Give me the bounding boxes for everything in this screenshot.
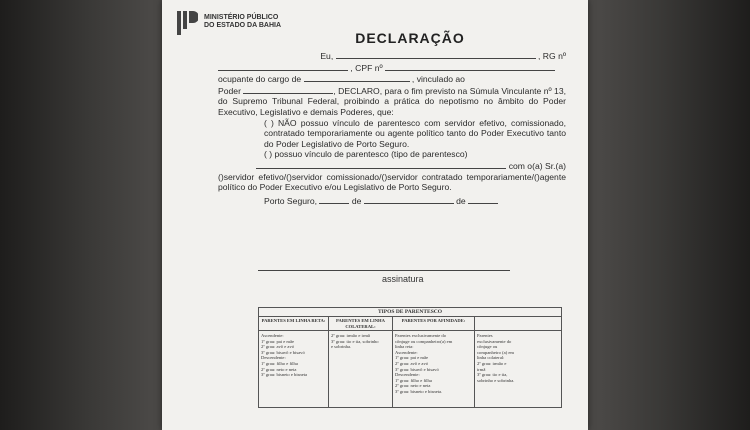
signature-line[interactable] <box>258 270 510 271</box>
table-cell-line: Ascendente: <box>395 349 418 355</box>
table-cell-line: sobrinho e sobrinha. <box>477 377 515 383</box>
table-cell-line: cônjuge ou companheiro(a) em <box>395 338 453 344</box>
signature-label: assinatura <box>382 274 424 284</box>
poder-blank[interactable] <box>243 85 333 94</box>
table-cell-line: 2º grau: avô e avó <box>395 360 429 366</box>
table-cell-line: Parentes exclusivamente do <box>395 333 447 338</box>
table-cell-line: 1º grau: pai e mãe <box>395 355 429 361</box>
cargo-blank[interactable] <box>304 73 410 82</box>
option-1: ( ) NÃO possuo vínculo de parentesco com servidor efetivo, comissionado, contratado temporariamente ou agente político tanto do Poder Executivo tanto do Poder Legislativo de Porto Seguro. <box>264 117 566 149</box>
table-cell-line: exclusivamente do <box>477 338 512 344</box>
option-2-rest: ()servidor efetivo/()servidor comissionado/()servidor contratado temporariamente/()agente político do Poder Executivo e/ou Legislativo de Porto Seguro. <box>218 171 566 193</box>
table-cell-line: 2º grau: neto e neta <box>395 383 431 389</box>
table-cell-line: Descendente: <box>395 372 420 378</box>
de-label-1: de <box>351 195 362 206</box>
table-cell-line: Ascendente: <box>261 333 284 338</box>
table-cell-line: companheiro (a) em <box>477 349 514 355</box>
table-cell-line: 3º grau: bisneto e bisneta <box>261 372 308 378</box>
option-2-with: com o(a) Sr.(a) <box>508 160 566 171</box>
document-title: DECLARAÇÃO <box>355 30 465 46</box>
parentesco-table <box>258 307 562 408</box>
table-column-colateral <box>329 317 393 407</box>
table-cell-line: 3º grau: tio e tia, <box>477 372 508 378</box>
table-cell-line: 1º grau: filho e filha <box>261 360 298 366</box>
org-line-1: MINISTÉRIO PÚBLICO <box>204 14 279 21</box>
ocupante-label: ocupante do cargo de <box>218 74 302 85</box>
de-label-2: de <box>456 195 466 206</box>
column-header: PARENTES POR AFINIDADE: <box>393 318 474 331</box>
table-cell-line: 1º grau: pai e mãe <box>261 338 295 344</box>
table-cell-line: irmã <box>477 366 486 372</box>
declaro-text: , DECLARO, para o fim previsto na Súmula Vinculante nº 13, do Supremo Tribunal Federal, proibindo a prática do nepotismo no âmbito do Poder Executivo, Legislativo e demais Poderes, que: <box>218 85 567 117</box>
column-header <box>475 318 561 331</box>
table-cell-line: 2º grau: irmão e <box>477 360 507 366</box>
org-line-2: DO ESTADO DA BAHIA <box>204 22 281 29</box>
document-page <box>162 0 588 430</box>
table-column-linha-reta <box>259 317 329 407</box>
cpf-label: , CPF nº <box>350 62 383 73</box>
table-cell-line: 3º grau: tio e tia, sobrinho <box>331 338 379 344</box>
table-cell-line: Parentes <box>477 333 493 338</box>
table-title: TIPOS DE PARENTESCO <box>259 308 561 317</box>
table-cell-line: 2º grau: neto e neta <box>261 366 297 372</box>
table-cell-line: 3º grau: bisavô e bisavó <box>395 366 439 372</box>
table-cell-line: 2º grau: avô e avó <box>261 344 295 350</box>
table-cell-line: 1º grau: filho e filha <box>395 377 432 383</box>
month-blank[interactable] <box>364 195 454 204</box>
eu-label: Eu, <box>320 51 334 61</box>
rg-label: , RG nº <box>538 51 566 61</box>
poder-label: Poder <box>218 85 241 96</box>
table-cell-line: linha colateral: <box>477 355 505 361</box>
city-label: Porto Seguro, <box>264 195 318 206</box>
cpf-blank[interactable] <box>385 62 555 71</box>
table-column-afinidade <box>393 317 475 407</box>
column-header: PARENTES EM LINHA COLATERAL: <box>329 318 392 331</box>
table-cell-line: 2º grau: irmão e irmã <box>331 333 370 338</box>
year-blank[interactable] <box>468 195 498 204</box>
parentesco-blank[interactable] <box>256 160 506 169</box>
column-header: PARENTES EM LINHA RETA: <box>259 318 328 331</box>
table-column-afinidade-colateral <box>475 317 561 407</box>
option-2-start: ( ) possuo vínculo de parentesco (tipo de parentesco) <box>264 149 468 160</box>
organization-name <box>204 14 281 30</box>
table-cell-line: linha reta: <box>395 344 414 350</box>
table-cell-line: e sobrinha. <box>331 344 352 350</box>
table-cell-line: cônjuge ou <box>477 344 498 350</box>
day-blank[interactable] <box>319 195 349 204</box>
vinculado-label: , vinculado ao <box>411 74 465 85</box>
name-blank[interactable] <box>336 50 536 59</box>
table-cell-line: 3º grau: bisavô e bisavó <box>261 349 305 355</box>
document-body <box>218 50 566 206</box>
table-cell-line: Descendente: <box>261 355 286 361</box>
rg-blank[interactable] <box>218 62 348 71</box>
table-cell-line: 3º grau: bisneto e bisneta. <box>395 388 443 394</box>
